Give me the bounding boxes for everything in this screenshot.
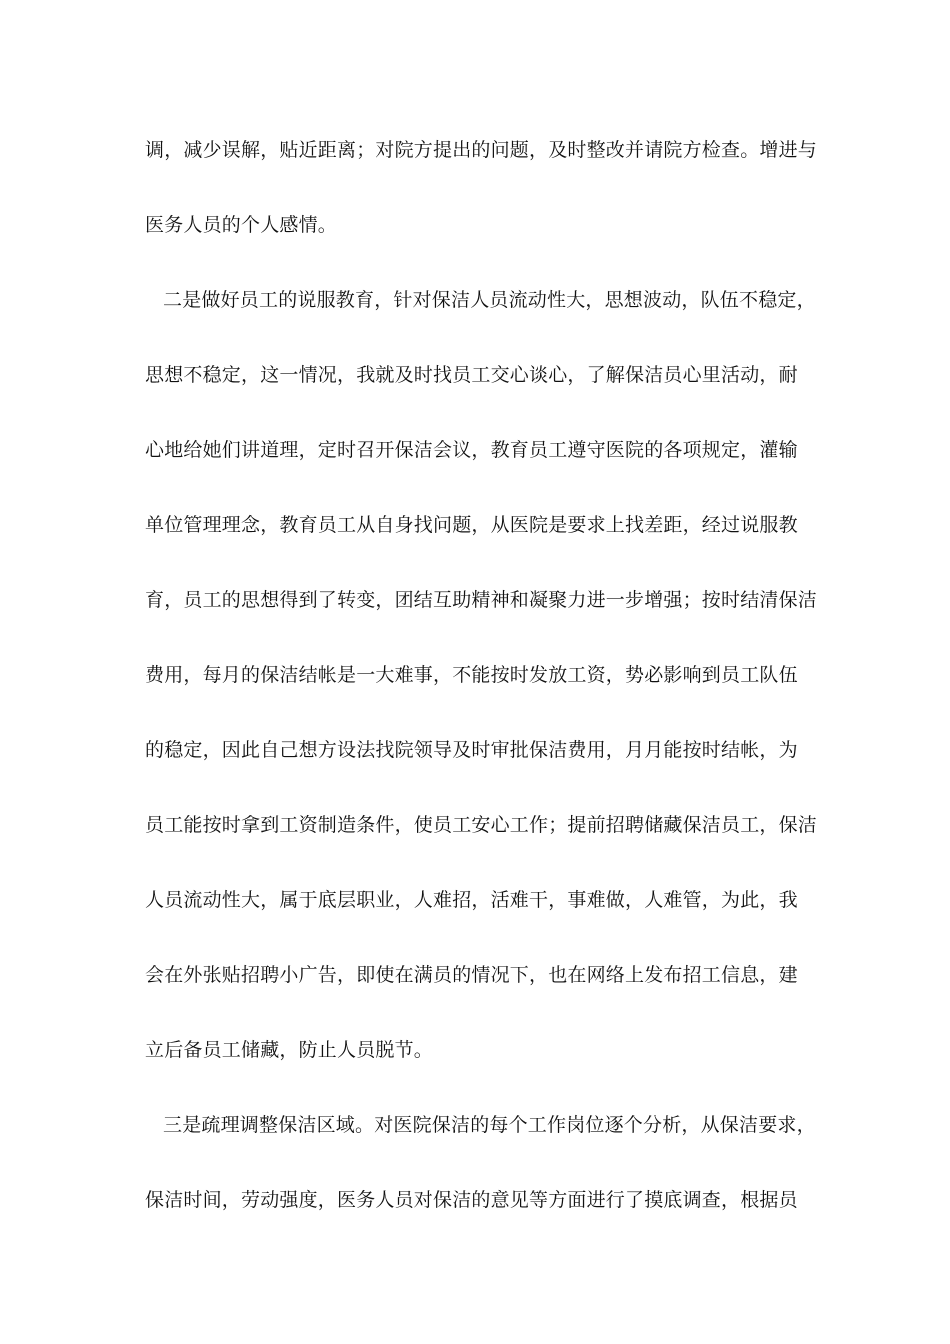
text-line-11: 人员流动性大，属于底层职业，人难招，活难干，事难做，人难管，为此，我 [145,889,798,911]
text-line-1: 调，减少误解，贴近距离；对院方提出的问题，及时整改并请院方检查。增进与 [145,139,818,161]
paragraph-3-line-1: 三是疏理调整保洁区域。对医院保洁的每个工作岗位逐个分析，从保洁要求， [163,1114,816,1136]
text-line-2: 医务人员的个人感情。 [145,214,338,236]
text-line-12: 会在外张贴招聘小广告，即使在满员的情况下，也在网络上发布招工信息，建 [145,964,798,986]
text-line-6: 单位管理理念，教育员工从自身找问题，从医院是要求上找差距，经过说服教 [145,514,798,536]
text-line-7: 育，员工的思想得到了转变，团结互助精神和凝聚力进一步增强；按时结清保洁 [145,589,818,611]
text-line-5: 心地给她们讲道理，定时召开保洁会议，教育员工遵守医院的各项规定，灌输 [145,439,798,461]
paragraph-2-line-1: 二是做好员工的说服教育，针对保洁人员流动性大，思想波动，队伍不稳定， [163,289,816,311]
text-line-15: 保洁时间，劳动强度，医务人员对保洁的意见等方面进行了摸底调查，根据员 [145,1189,798,1211]
text-line-13: 立后备员工储藏，防止人员脱节。 [145,1039,434,1061]
text-line-8: 费用，每月的保洁结帐是一大难事，不能按时发放工资，势必影响到员工队伍 [145,664,798,686]
text-line-9: 的稳定，因此自己想方设法找院领导及时审批保洁费用，月月能按时结帐，为 [145,739,798,761]
text-line-10: 员工能按时拿到工资制造条件，使员工安心工作；提前招聘储藏保洁员工，保洁 [145,814,818,836]
text-line-4: 思想不稳定，这一情况，我就及时找员工交心谈心，了解保洁员心里活动，耐 [145,364,798,386]
